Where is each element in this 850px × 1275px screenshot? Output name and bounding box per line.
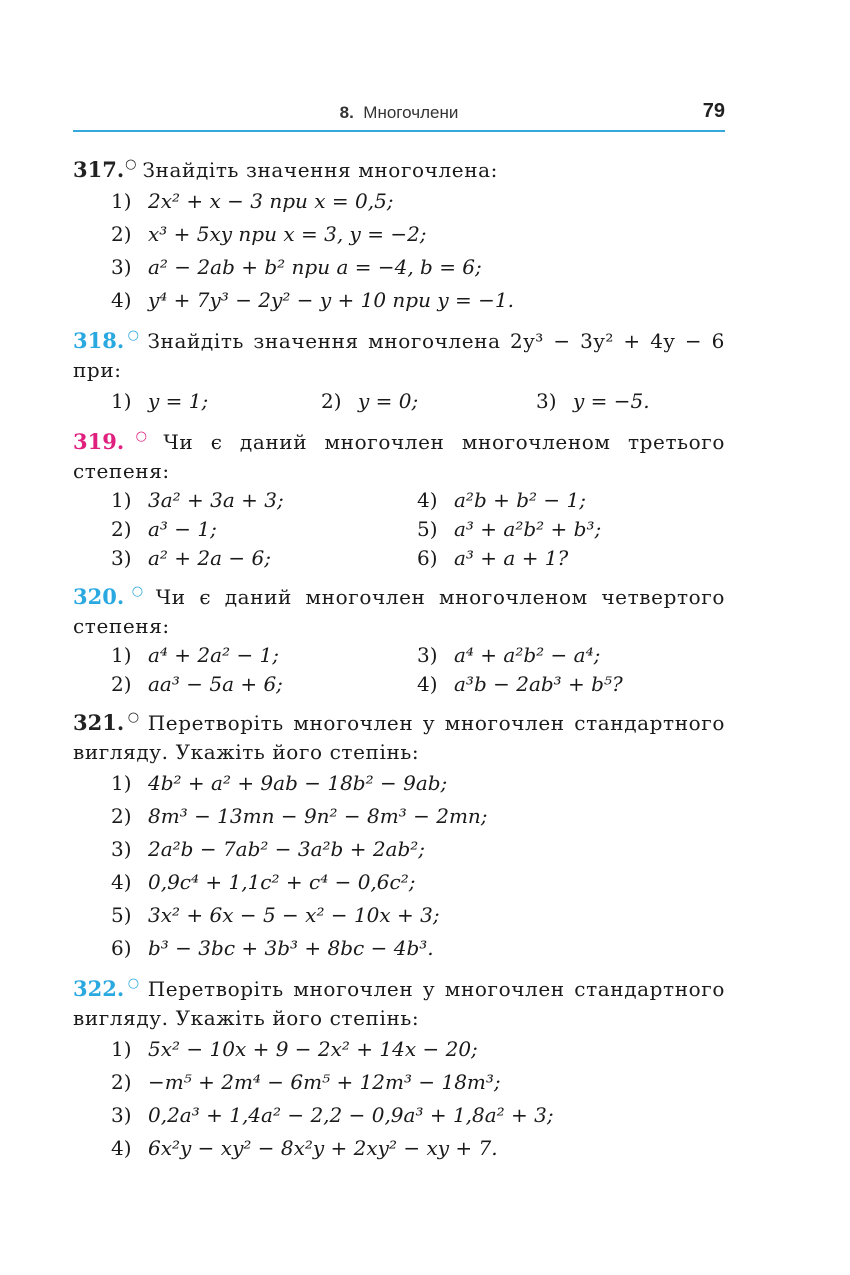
list-item: 3) y = −5. <box>536 389 650 413</box>
problem-318 <box>73 321 725 418</box>
problem-321 <box>73 703 725 965</box>
list-item: 2) x³ + 5xy при x = 3, y = −2; <box>111 222 427 246</box>
problem-text: Чи є даний многочлен многочленом четвертого степеня: <box>73 585 725 638</box>
list-item: 2) −m⁵ + 2m⁴ − 6m⁵ + 12m³ − 18m³; <box>111 1070 501 1094</box>
problem-number: 320.○ <box>73 584 150 609</box>
list-item: 5) 3x² + 6x − 5 − x² − 10x + 3; <box>111 903 440 927</box>
circle-mark-icon: ○ <box>125 710 142 725</box>
list-item: 3) 0,2a³ + 1,4a² − 2,2 − 0,9a³ + 1,8a² + 3; <box>111 1103 554 1127</box>
list-item: 2) a³ − 1; <box>111 517 217 541</box>
chapter-title <box>73 103 725 123</box>
list-item: 4) a²b + b² − 1; <box>417 488 586 512</box>
problem-number: 319.○ <box>73 429 158 454</box>
problem-317 <box>73 150 725 317</box>
circle-mark-icon: ○ <box>125 429 158 444</box>
page-number: 79 <box>702 100 725 122</box>
circle-mark-icon: ○ <box>125 328 142 343</box>
problem-319 <box>73 422 725 573</box>
list-item: 5) a³ + a²b² + b³; <box>417 517 602 541</box>
problem-322 <box>73 969 725 1165</box>
list-item: 3) 2a²b − 7ab² − 3a²b + 2ab²; <box>111 837 426 861</box>
list-item: 2) y = 0; <box>321 389 419 413</box>
problem-text: Знайдіть значення многочлена 2y³ − 3y² + 4y − 6 при: <box>73 329 725 382</box>
list-item: 2) aa³ − 5a + 6; <box>111 672 283 696</box>
list-item: 1) 3a² + 3a + 3; <box>111 488 284 512</box>
problem-text: Перетворіть многочлен у многочлен стандартного вигляду. Укажіть його степінь: <box>73 711 726 764</box>
list-item: 1) y = 1; <box>111 389 209 413</box>
problem-number: 322.○ <box>73 976 142 1001</box>
list-item: 1) 4b² + a² + 9ab − 18b² − 9ab; <box>111 771 448 795</box>
list-item: 4) 6x²y − xy² − 8x²y + 2xy² − xy + 7. <box>111 1136 498 1160</box>
circle-mark-icon: ○ <box>125 976 142 991</box>
problem-text: Знайдіть значення многочлена: <box>142 158 499 182</box>
list-item: 2) 8m³ − 13mn − 9n² − 8m³ − 2mn; <box>111 804 488 828</box>
list-item: 3) a² + 2a − 6; <box>111 546 271 570</box>
problem-number: 317.○ <box>73 157 137 182</box>
chapter-name: Многочлени <box>363 103 459 122</box>
list-item: 4) y⁴ + 7y³ − 2y² − y + 10 при y = −1. <box>111 288 514 312</box>
chapter-number: 8. <box>339 103 354 122</box>
list-item: 3) a⁴ + a²b² − a⁴; <box>417 643 601 667</box>
list-item: 4) 0,9c⁴ + 1,1c² + c⁴ − 0,6c²; <box>111 870 416 894</box>
list-item: 1) 2x² + x − 3 при x = 0,5; <box>111 189 394 213</box>
problems-content <box>73 150 725 1169</box>
list-item: 1) 5x² − 10x + 9 − 2x² + 14x − 20; <box>111 1037 478 1061</box>
list-item: 3) a² − 2ab + b² при a = −4, b = 6; <box>111 255 482 279</box>
page-header <box>73 100 725 132</box>
problem-320 <box>73 577 725 699</box>
problem-number: 321.○ <box>73 710 142 735</box>
list-item: 6) b³ − 3bc + 3b³ + 8bc − 4b³. <box>111 936 434 960</box>
list-item: 4) a³b − 2ab³ + b⁵? <box>417 672 623 696</box>
circle-mark-icon: ○ <box>125 584 150 599</box>
problem-number: 318.○ <box>73 328 142 353</box>
problem-text: Чи є даний многочлен многочленом третього степеня: <box>73 430 725 483</box>
problem-text: Перетворіть многочлен у многочлен стандартного вигляду. Укажіть його степінь: <box>73 977 726 1030</box>
list-item: 6) a³ + a + 1? <box>417 546 569 570</box>
circle-mark-icon: ○ <box>125 157 137 172</box>
list-item: 1) a⁴ + 2a² − 1; <box>111 643 280 667</box>
